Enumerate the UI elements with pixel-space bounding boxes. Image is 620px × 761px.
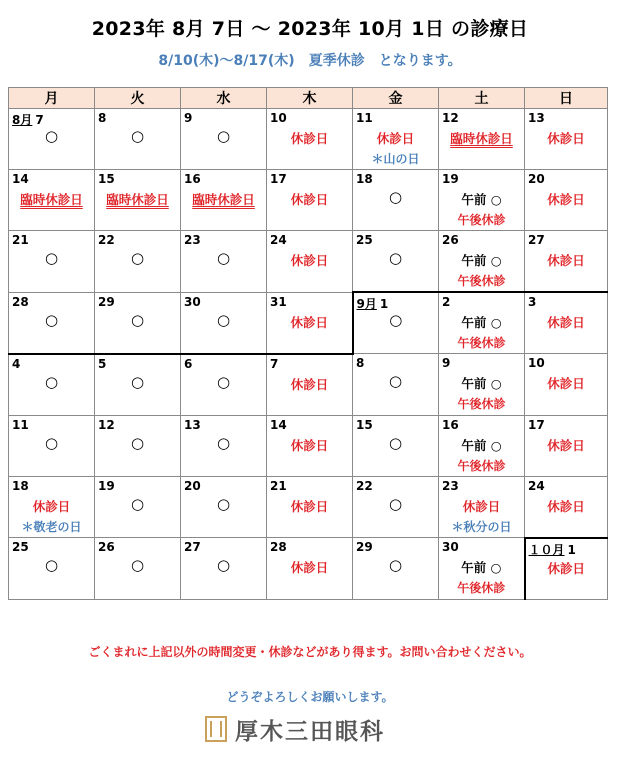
calendar-week-row bbox=[9, 292, 608, 354]
weekday-fri: 金 bbox=[353, 88, 439, 109]
weekday-thu: 木 bbox=[267, 88, 353, 109]
calendar-day-cell bbox=[95, 292, 181, 354]
day-label: 30 bbox=[442, 540, 459, 554]
afternoon-closed-label: 午後休診 bbox=[457, 213, 506, 227]
day-number bbox=[12, 357, 20, 371]
day-number bbox=[356, 479, 373, 493]
open-label: ○ bbox=[388, 494, 403, 513]
closed-label: 休診日 bbox=[547, 560, 585, 576]
calendar-day-cell bbox=[181, 292, 267, 354]
day-number bbox=[356, 111, 373, 125]
calendar-day-cell bbox=[267, 292, 353, 354]
open-label: ○ bbox=[130, 556, 145, 574]
day-number bbox=[528, 295, 536, 309]
open-label: ○ bbox=[216, 556, 231, 574]
day-label: 20 bbox=[528, 172, 545, 186]
day-label: 23 bbox=[442, 478, 459, 493]
day-label: 5 bbox=[98, 356, 107, 371]
open-label: ○ bbox=[216, 310, 231, 329]
day-label: 8 bbox=[98, 111, 107, 125]
day-number bbox=[356, 540, 373, 554]
day-number bbox=[442, 233, 459, 247]
day-number bbox=[12, 540, 29, 554]
calendar-day-cell bbox=[95, 415, 181, 476]
day-number bbox=[356, 356, 364, 370]
day-label: 16 bbox=[184, 172, 201, 186]
day-label: 23 bbox=[184, 233, 201, 247]
calendar-day-cell bbox=[9, 170, 95, 231]
closed-label: 休診日 bbox=[547, 253, 585, 268]
day-number bbox=[356, 233, 373, 247]
day-number bbox=[12, 111, 44, 128]
calendar-day-cell bbox=[181, 476, 267, 538]
weekday-sat: 土 bbox=[439, 88, 525, 109]
day-label: 13 bbox=[184, 417, 201, 432]
calendar-day-cell bbox=[9, 292, 95, 354]
day-label: 11 bbox=[356, 111, 373, 125]
clinic-logo bbox=[205, 713, 385, 745]
closed-label: 休診日 bbox=[290, 192, 329, 207]
day-number bbox=[357, 295, 389, 312]
day-number bbox=[12, 295, 29, 309]
day-number bbox=[184, 111, 192, 125]
calendar-day-cell bbox=[181, 109, 267, 170]
day-number bbox=[184, 479, 201, 493]
calendar-day-cell bbox=[353, 292, 439, 354]
day-label: 14 bbox=[270, 417, 287, 432]
open-label: ○ bbox=[388, 372, 403, 390]
day-label: 9 bbox=[442, 356, 451, 370]
clinic-name: 厚木三田眼科 bbox=[235, 717, 385, 745]
afternoon-closed-label: 午後休診 bbox=[457, 458, 506, 473]
closed-label: 休診日 bbox=[376, 131, 415, 146]
open-label: ○ bbox=[44, 433, 59, 452]
day-label: 19 bbox=[98, 478, 115, 493]
calendar-day-cell bbox=[267, 354, 353, 416]
open-label: ○ bbox=[216, 433, 231, 452]
open-label: ○ bbox=[130, 249, 145, 267]
day-label: 29 bbox=[356, 540, 373, 554]
day-label: 20 bbox=[184, 478, 201, 493]
clinic-logo-icon bbox=[205, 716, 227, 742]
afternoon-closed-label: 午後休診 bbox=[457, 581, 506, 595]
day-label: 25 bbox=[12, 540, 29, 554]
calendar-day-cell bbox=[353, 476, 439, 538]
calendar-day-cell bbox=[181, 170, 267, 231]
day-label: 12 bbox=[98, 417, 115, 432]
open-label: ○ bbox=[216, 494, 231, 513]
closed-label: 休診日 bbox=[290, 131, 329, 146]
closed-label: 休診日 bbox=[290, 498, 329, 514]
closing-message: どうぞよろしくお願いします。 bbox=[226, 690, 394, 704]
day-label: 25 bbox=[356, 233, 373, 247]
day-number bbox=[528, 418, 545, 432]
day-label: 29 bbox=[98, 294, 115, 309]
day-number bbox=[12, 233, 29, 247]
day-label: 14 bbox=[12, 172, 29, 186]
day-label: 24 bbox=[528, 478, 545, 493]
day-number bbox=[184, 233, 201, 247]
calendar-day-cell bbox=[95, 231, 181, 293]
temporary-closure-label: 臨時休診日 bbox=[450, 131, 513, 146]
day-number bbox=[12, 479, 29, 493]
day-number bbox=[270, 172, 287, 186]
open-label: ○ bbox=[388, 556, 403, 574]
day-number bbox=[98, 479, 115, 493]
open-label: ○ bbox=[389, 311, 403, 329]
day-number bbox=[528, 111, 545, 125]
calendar-day-cell bbox=[9, 231, 95, 293]
calendar-day-cell bbox=[9, 415, 95, 476]
calendar-week-row bbox=[9, 476, 608, 538]
day-label: 22 bbox=[98, 233, 115, 247]
day-number bbox=[528, 172, 545, 186]
holiday-label: ＊敬老の日 bbox=[21, 519, 82, 534]
afternoon-closed-label: 午後休診 bbox=[457, 336, 506, 350]
calendar-day-cell bbox=[267, 415, 353, 476]
day-number bbox=[442, 418, 459, 432]
calendar-day-cell bbox=[353, 354, 439, 416]
calendar-day-cell bbox=[9, 354, 95, 416]
open-label: ○ bbox=[130, 127, 145, 145]
closed-label: 休診日 bbox=[547, 498, 585, 514]
open-label: ○ bbox=[44, 556, 59, 574]
day-label: 6 bbox=[184, 356, 193, 371]
temporary-closure-label: 臨時休診日 bbox=[192, 192, 255, 207]
calendar-day-cell bbox=[439, 292, 525, 354]
open-label: ○ bbox=[44, 310, 59, 329]
calendar-day-cell bbox=[353, 538, 439, 600]
day-label: 8 bbox=[356, 356, 365, 370]
day-label: 7 bbox=[35, 113, 44, 127]
calendar-day-cell bbox=[95, 354, 181, 416]
calendar-day-cell bbox=[439, 415, 525, 476]
summer-closure-notice: 8/10(木)〜8/17(木) 夏季休診 となります。 bbox=[158, 53, 462, 69]
closed-label: 休診日 bbox=[547, 376, 585, 391]
closed-label: 休診日 bbox=[32, 498, 71, 514]
open-label: ○ bbox=[388, 433, 403, 452]
open-label: ○ bbox=[44, 249, 59, 267]
calendar-day-cell bbox=[9, 109, 95, 170]
calendar-day-cell bbox=[9, 476, 95, 538]
open-label: 午前 ○ bbox=[461, 560, 502, 575]
calendar-day-cell bbox=[439, 170, 525, 231]
day-number bbox=[529, 541, 576, 558]
open-label: ○ bbox=[216, 249, 231, 267]
day-label: 28 bbox=[270, 540, 287, 554]
calendar-day-cell bbox=[525, 354, 608, 416]
holiday-label: ＊秋分の日 bbox=[451, 519, 512, 534]
day-number bbox=[270, 540, 287, 554]
day-number bbox=[98, 540, 115, 554]
day-label: 3 bbox=[528, 295, 537, 309]
calendar-day-cell bbox=[181, 538, 267, 600]
calendar-day-cell bbox=[525, 415, 608, 476]
calendar-week-row bbox=[9, 354, 608, 416]
open-label: ○ bbox=[216, 127, 231, 145]
open-label: ○ bbox=[388, 188, 403, 206]
day-label: 26 bbox=[98, 540, 115, 554]
calendar-day-cell bbox=[353, 170, 439, 231]
open-label: ○ bbox=[130, 494, 145, 513]
open-label: ○ bbox=[130, 372, 145, 391]
day-number bbox=[270, 233, 287, 247]
closed-label: 休診日 bbox=[290, 253, 329, 268]
day-number bbox=[12, 172, 29, 186]
day-label: 2 bbox=[442, 295, 451, 309]
calendar-day-cell bbox=[353, 415, 439, 476]
day-label: 4 bbox=[12, 356, 21, 371]
open-label: ○ bbox=[44, 372, 59, 391]
closed-label: 休診日 bbox=[547, 131, 585, 146]
calendar-week-row bbox=[9, 231, 608, 293]
day-number bbox=[528, 479, 545, 493]
calendar-day-cell bbox=[439, 476, 525, 538]
day-number bbox=[442, 295, 450, 309]
day-number bbox=[528, 356, 545, 370]
day-label: 21 bbox=[12, 233, 29, 247]
calendar-day-cell bbox=[525, 170, 608, 231]
day-number bbox=[184, 418, 201, 432]
open-label: ○ bbox=[130, 310, 145, 329]
open-label: ○ bbox=[388, 249, 403, 267]
closed-label: 休診日 bbox=[547, 315, 585, 330]
day-label: 12 bbox=[442, 111, 459, 125]
day-label: 31 bbox=[270, 294, 287, 309]
day-label: 27 bbox=[184, 540, 201, 554]
page-title: 2023年 8月 7日 〜 2023年 10月 1日 の診療日 bbox=[91, 18, 529, 40]
day-label: 26 bbox=[442, 233, 459, 247]
closed-label: 休診日 bbox=[547, 437, 585, 453]
month-label: 8月 bbox=[12, 113, 33, 127]
calendar-day-cell bbox=[525, 109, 608, 170]
calendar-day-cell bbox=[525, 476, 608, 538]
day-label: 17 bbox=[270, 172, 287, 186]
day-label: 11 bbox=[12, 417, 29, 432]
calendar-day-cell bbox=[353, 231, 439, 293]
day-number bbox=[98, 233, 115, 247]
afternoon-closed-label: 午後休診 bbox=[457, 274, 506, 288]
open-label: 午前 ○ bbox=[461, 315, 502, 330]
day-label: 9 bbox=[184, 111, 193, 125]
day-label: 18 bbox=[12, 478, 29, 493]
calendar-day-cell bbox=[181, 354, 267, 416]
closed-label: 休診日 bbox=[462, 498, 501, 514]
day-number bbox=[98, 357, 106, 371]
afternoon-closed-label: 午後休診 bbox=[457, 397, 506, 411]
calendar-week-row bbox=[9, 538, 608, 600]
open-label: ○ bbox=[130, 433, 145, 452]
calendar-day-cell bbox=[525, 292, 608, 354]
calendar-body bbox=[9, 109, 608, 600]
day-number bbox=[356, 418, 373, 432]
day-label: 1 bbox=[567, 542, 576, 557]
day-label: 15 bbox=[356, 417, 373, 432]
calendar-week-row bbox=[9, 109, 608, 170]
calendar-day-cell bbox=[95, 476, 181, 538]
calendar-day-cell bbox=[95, 170, 181, 231]
day-number bbox=[184, 357, 192, 371]
schedule-change-note: ごくまれに上記以外の時間変更・休診などがあり得ます。お問い合わせください。 bbox=[88, 645, 532, 659]
closed-label: 休診日 bbox=[290, 376, 329, 392]
day-number bbox=[184, 172, 201, 186]
calendar-day-cell bbox=[9, 538, 95, 600]
day-label: 7 bbox=[270, 356, 279, 371]
month-label: 9月 bbox=[356, 297, 377, 311]
closed-label: 休診日 bbox=[547, 192, 585, 207]
open-label: ○ bbox=[216, 372, 231, 391]
day-number bbox=[270, 357, 278, 371]
calendar-day-cell bbox=[267, 109, 353, 170]
schedule-calendar bbox=[8, 87, 608, 600]
temporary-closure-label: 臨時休診日 bbox=[20, 192, 83, 207]
day-number bbox=[442, 479, 459, 493]
closed-label: 休診日 bbox=[290, 314, 328, 330]
calendar-week-row bbox=[9, 170, 608, 231]
day-number bbox=[98, 172, 115, 186]
day-label: 1 bbox=[379, 297, 389, 311]
open-label: 午前 ○ bbox=[461, 437, 502, 453]
day-label: 27 bbox=[528, 233, 545, 247]
day-label: 21 bbox=[270, 478, 287, 493]
day-number bbox=[12, 418, 29, 432]
day-label: 16 bbox=[442, 417, 459, 432]
closed-label: 休診日 bbox=[290, 560, 329, 575]
day-label: 10 bbox=[528, 356, 545, 370]
weekday-sun: 日 bbox=[525, 88, 608, 109]
calendar-day-cell bbox=[181, 231, 267, 293]
holiday-label: ＊山の日 bbox=[371, 152, 420, 166]
day-number bbox=[184, 295, 201, 309]
open-label: 午前 ○ bbox=[461, 253, 502, 268]
day-number bbox=[270, 111, 287, 125]
weekday-tue: 火 bbox=[95, 88, 181, 109]
temporary-closure-label: 臨時休診日 bbox=[106, 192, 169, 207]
day-label: 28 bbox=[12, 294, 29, 309]
day-number bbox=[528, 233, 545, 247]
weekday-wed: 水 bbox=[181, 88, 267, 109]
day-number bbox=[270, 418, 287, 432]
calendar-day-cell bbox=[95, 109, 181, 170]
calendar-day-cell bbox=[95, 538, 181, 600]
calendar-day-cell bbox=[267, 170, 353, 231]
day-number bbox=[442, 356, 450, 370]
day-number bbox=[184, 540, 201, 554]
day-number bbox=[98, 111, 106, 125]
weekday-header-row bbox=[9, 88, 608, 109]
open-label: 午前 ○ bbox=[461, 376, 502, 391]
calendar-day-cell bbox=[181, 415, 267, 476]
calendar-day-cell bbox=[439, 109, 525, 170]
day-label: 13 bbox=[528, 111, 545, 125]
calendar-day-cell bbox=[525, 538, 608, 600]
calendar-day-cell bbox=[267, 538, 353, 600]
day-number bbox=[98, 295, 115, 309]
calendar-day-cell bbox=[525, 231, 608, 293]
day-label: 24 bbox=[270, 233, 287, 247]
calendar-day-cell bbox=[267, 476, 353, 538]
calendar-day-cell bbox=[439, 231, 525, 293]
day-label: 17 bbox=[528, 417, 545, 432]
day-label: 10 bbox=[270, 111, 287, 125]
closed-label: 休診日 bbox=[290, 437, 329, 453]
day-label: 30 bbox=[184, 294, 201, 309]
day-number bbox=[98, 418, 115, 432]
calendar-week-row bbox=[9, 415, 608, 476]
month-label: １０月 bbox=[528, 542, 565, 557]
open-label: ○ bbox=[44, 127, 59, 145]
weekday-mon: 月 bbox=[9, 88, 95, 109]
day-number bbox=[442, 111, 459, 125]
day-label: 22 bbox=[356, 478, 373, 493]
calendar-day-cell bbox=[353, 109, 439, 170]
open-label: 午前 ○ bbox=[461, 192, 502, 207]
calendar-day-cell bbox=[439, 538, 525, 600]
day-number bbox=[442, 540, 459, 554]
day-label: 15 bbox=[98, 172, 115, 186]
day-label: 19 bbox=[442, 172, 459, 186]
day-number bbox=[356, 172, 373, 186]
day-number bbox=[270, 295, 287, 309]
day-number bbox=[442, 172, 459, 186]
day-label: 18 bbox=[356, 172, 373, 186]
calendar-day-cell bbox=[267, 231, 353, 293]
calendar-day-cell bbox=[439, 354, 525, 416]
day-number bbox=[270, 479, 287, 493]
